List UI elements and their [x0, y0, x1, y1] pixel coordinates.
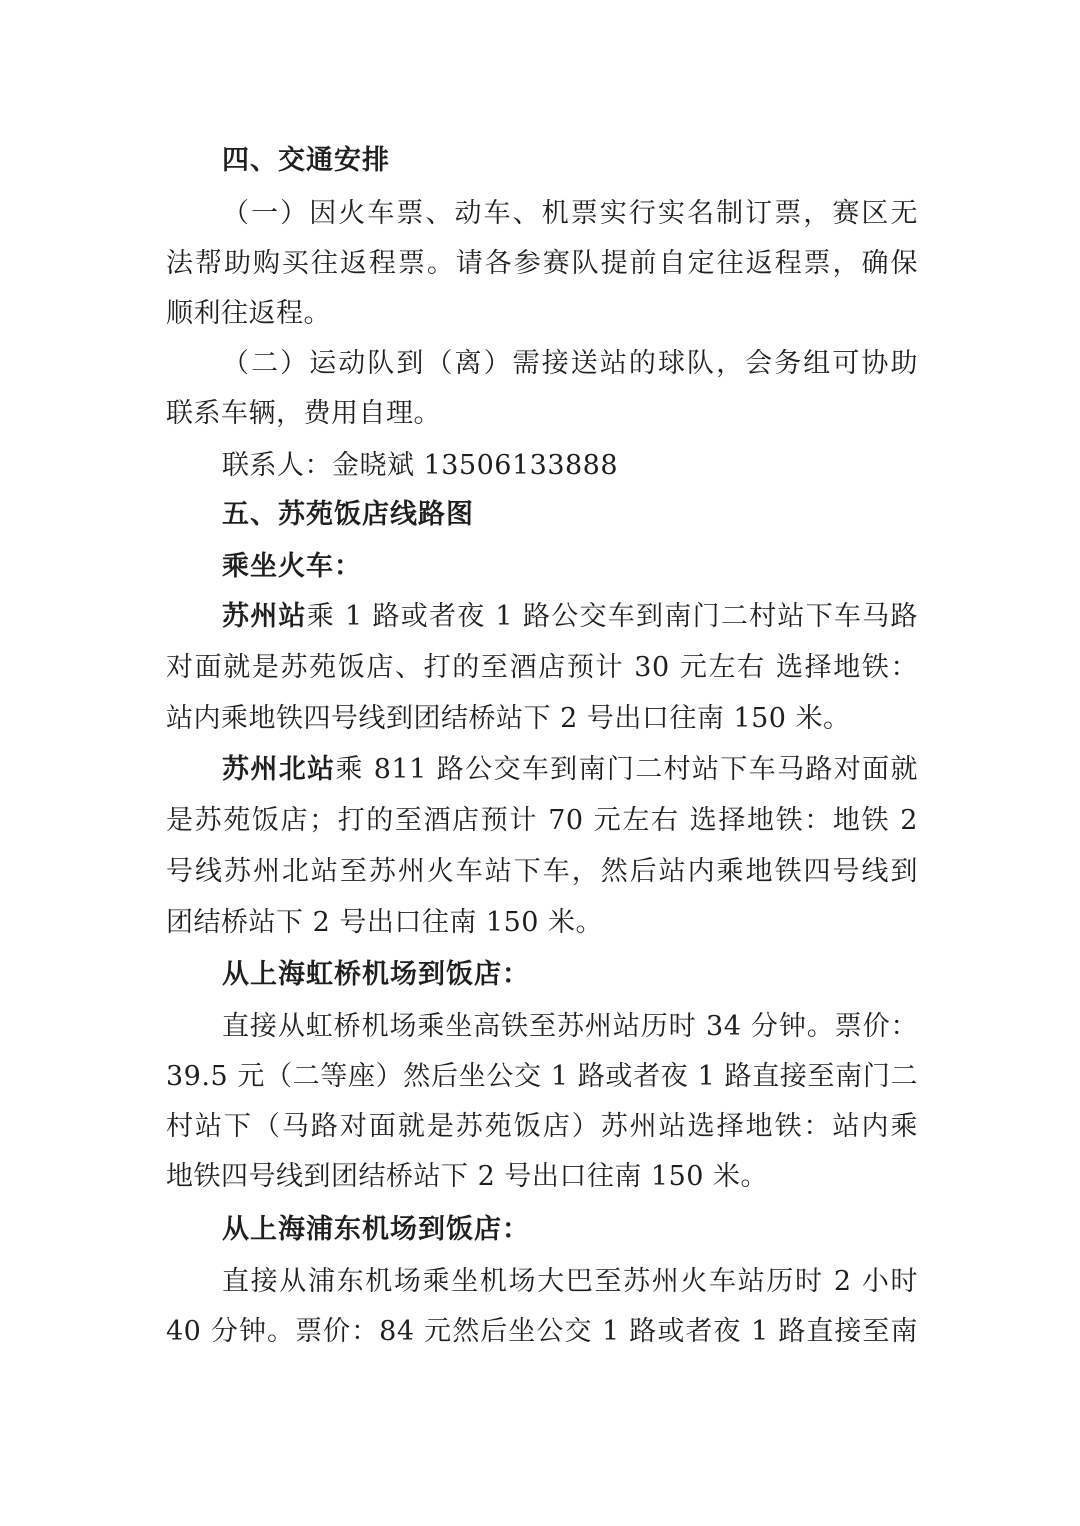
hongqiao-subheading: 从上海虹桥机场到饭店： — [222, 959, 530, 990]
paragraph-line: 团结桥站下 2 号出口往南 150 米。 — [166, 907, 604, 938]
paragraph-line: （二）运动队到（离）需接送站的球队，会务组可协助 — [222, 348, 918, 379]
paragraph-line: 法帮助购买往返程票。请各参赛队提前自定往返程票，确保 — [166, 248, 918, 279]
paragraph-line: 顺利往返程。 — [166, 298, 331, 329]
train-subheading: 乘坐火车： — [222, 551, 362, 582]
section-4-heading: 四、交通安排 — [222, 145, 390, 176]
station-label: 苏州站 — [222, 601, 307, 632]
section-5-heading: 五、苏苑饭店线路图 — [222, 499, 474, 530]
paragraph-line: 站内乘地铁四号线到团结桥站下 2 号出口往南 150 米。 — [166, 703, 851, 734]
contact-line: 联系人：金晓斌 13506133888 — [222, 450, 619, 481]
paragraph-line: （一）因火车票、动车、机票实行实名制订票，赛区无 — [222, 198, 918, 229]
paragraph-line: 39.5 元（二等座）然后坐公交 1 路或者夜 1 路直接至南门二 — [166, 1061, 918, 1092]
paragraph-line: 号线苏州北站至苏州火车站下车，然后站内乘地铁四号线到 — [166, 856, 918, 887]
station-label: 苏州北站 — [222, 754, 336, 785]
paragraph-line: 村站下（马路对面就是苏苑饭店）苏州站选择地铁：站内乘 — [166, 1111, 918, 1142]
paragraph-line: 地铁四号线到团结桥站下 2 号出口往南 150 米。 — [166, 1161, 769, 1192]
station-text: 乘 811 路公交车到南门二村站下车马路对面就 — [335, 754, 919, 785]
paragraph-line: 对面就是苏苑饭店、打的至酒店预计 30 元左右 选择地铁： — [166, 652, 918, 683]
paragraph-line: 40 分钟。票价：84 元然后坐公交 1 路或者夜 1 路直接至南 — [166, 1316, 918, 1347]
paragraph-line: 直接从虹桥机场乘坐高铁至苏州站历时 34 分钟。票价： — [222, 1011, 918, 1042]
paragraph-line: 是苏苑饭店；打的至酒店预计 70 元左右 选择地铁：地铁 2 — [166, 805, 918, 836]
station-text: 乘 1 路或者夜 1 路公交车到南门二村站下车马路 — [306, 601, 919, 632]
paragraph-line: 直接从浦东机场乘坐机场大巴至苏州火车站历时 2 小时 — [222, 1266, 918, 1297]
pudong-subheading: 从上海浦东机场到饭店： — [222, 1214, 530, 1245]
paragraph-line: 联系车辆，费用自理。 — [166, 398, 441, 429]
paragraph-line — [222, 753, 918, 787]
paragraph-line — [222, 600, 918, 634]
